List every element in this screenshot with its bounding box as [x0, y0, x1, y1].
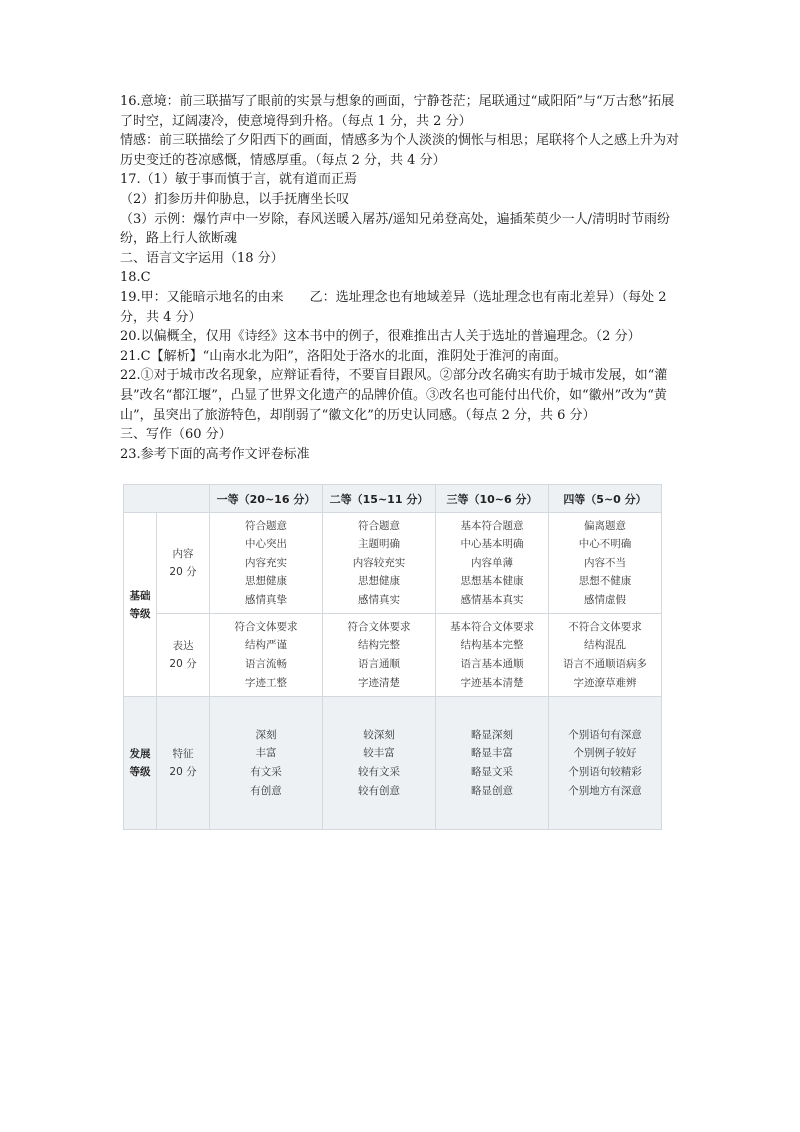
- content-row: [124, 513, 662, 614]
- feature-grade-3: 略显深刻 略显丰富 略显文采 略显创意: [436, 697, 549, 830]
- answer-20: 20.以偏概全，仅用《诗经》这本书中的例子，很难推出古人关于选址的普遍理念。（2 分）: [120, 329, 641, 345]
- answer-text: [120, 92, 680, 464]
- development-level-label: 发展 等级: [124, 697, 157, 830]
- section-heading-language: 二、语言文字运用（18 分）: [120, 250, 284, 266]
- rubric-corner: [124, 485, 210, 513]
- basic-level-label: 基础 等级: [124, 513, 157, 697]
- content-grade-3: 基本符合题意 中心基本明确 内容单薄 思想基本健康 感情基本真实: [436, 513, 549, 614]
- grade-4-header: 四等（5~0 分）: [549, 485, 662, 513]
- feature-criterion: 特征 20 分: [157, 697, 210, 830]
- rubric-header-row: [124, 485, 662, 513]
- answer-22: 22.①对于城市改名现象，应辩证看待，不要盲目跟风。②部分改名确实有助于城市发展，如“灌县”改名“都江堰”，凸显了世界文化遗产的品牌价值。③改名也可能付出代价，如“徽州”改为“黄山”，虽突出了旅游特色，却削弱了“徽文化”的历史认同感。（每点 2 分，共 6 分）: [120, 368, 668, 423]
- expression-grade-1: 符合文体要求 结构严谨 语言流畅 字迹工整: [210, 614, 323, 697]
- content-grade-4: 偏离题意 中心不明确 内容不当 思想不健康 感情虚假: [549, 513, 662, 614]
- development-row: [124, 697, 662, 830]
- grade-1-header: 一等（20~16 分）: [210, 485, 323, 513]
- answer-23: 23.参考下面的高考作文评卷标准: [120, 446, 310, 462]
- answer-17-1: 17.（1）敏于事而慎于言，就有道而正焉: [120, 172, 357, 188]
- feature-grade-1: 深刻 丰富 有文采 有创意: [210, 697, 323, 830]
- grade-3-header: 三等（10~6 分）: [436, 485, 549, 513]
- grade-2-header: 二等（15~11 分）: [323, 485, 436, 513]
- answer-17-2: （2）扪参历井仰胁息，以手抚膺坐长叹: [120, 191, 350, 207]
- expression-row: [124, 614, 662, 697]
- essay-rubric-table: [123, 484, 662, 830]
- answer-17-3: （3）示例：爆竹声中一岁除，春风送暖入屠苏/遥知兄弟登高处，遍插茱萸少一人/清明时节雨纷纷，路上行人欲断魂: [120, 211, 671, 247]
- expression-grade-3: 基本符合文体要求 结构基本完整 语言基本通顺 字迹基本清楚: [436, 614, 549, 697]
- answer-18: 18.C: [120, 270, 151, 286]
- expression-grade-2: 符合文体要求 结构完整 语言通顺 字迹清楚: [323, 614, 436, 697]
- expression-grade-4: 不符合文体要求 结构混乱 语言不通顺语病多 字迹潦草难辨: [549, 614, 662, 697]
- content-criterion: 内容 20 分: [157, 513, 210, 614]
- content-grade-2: 符合题意 主题明确 内容较充实 思想健康 感情真实: [323, 513, 436, 614]
- content-grade-1: 符合题意 中心突出 内容充实 思想健康 感情真挚: [210, 513, 323, 614]
- feature-grade-2: 较深刻 较丰富 较有文采 较有创意: [323, 697, 436, 830]
- answer-19: 19.甲：又能暗示地名的由来 乙：选址理念也有地域差异（选址理念也有南北差异）（每处 2 分，共 4 分）: [120, 289, 671, 325]
- section-heading-writing: 三、写作（60 分）: [120, 427, 232, 443]
- answer-16-emotion: 情感：前三联描绘了夕阳西下的画面，情感多为个人淡淡的惆怅与相思；尾联将个人之感上升为对历史变迁的苍凉感慨，情感厚重。（每点 2 分，共 4 分）: [120, 133, 680, 168]
- answer-21: 21.C【解析】“山南水北为阳”，洛阳处于洛水的北面，淮阴处于淮河的南面。: [120, 348, 567, 364]
- feature-grade-4: 个别语句有深意 个别例子较好 个别语句较精彩 个别地方有深意: [549, 697, 662, 830]
- expression-criterion: 表达 20 分: [157, 614, 210, 697]
- answer-16-mood: 16.意境：前三联描写了眼前的实景与想象的画面，宁静苍茫；尾联通过“咸阳陌”与“万古愁”拓展了时空，辽阔凄冷，使意境得到升格。（每点 1 分，共 2 分）: [120, 94, 675, 129]
